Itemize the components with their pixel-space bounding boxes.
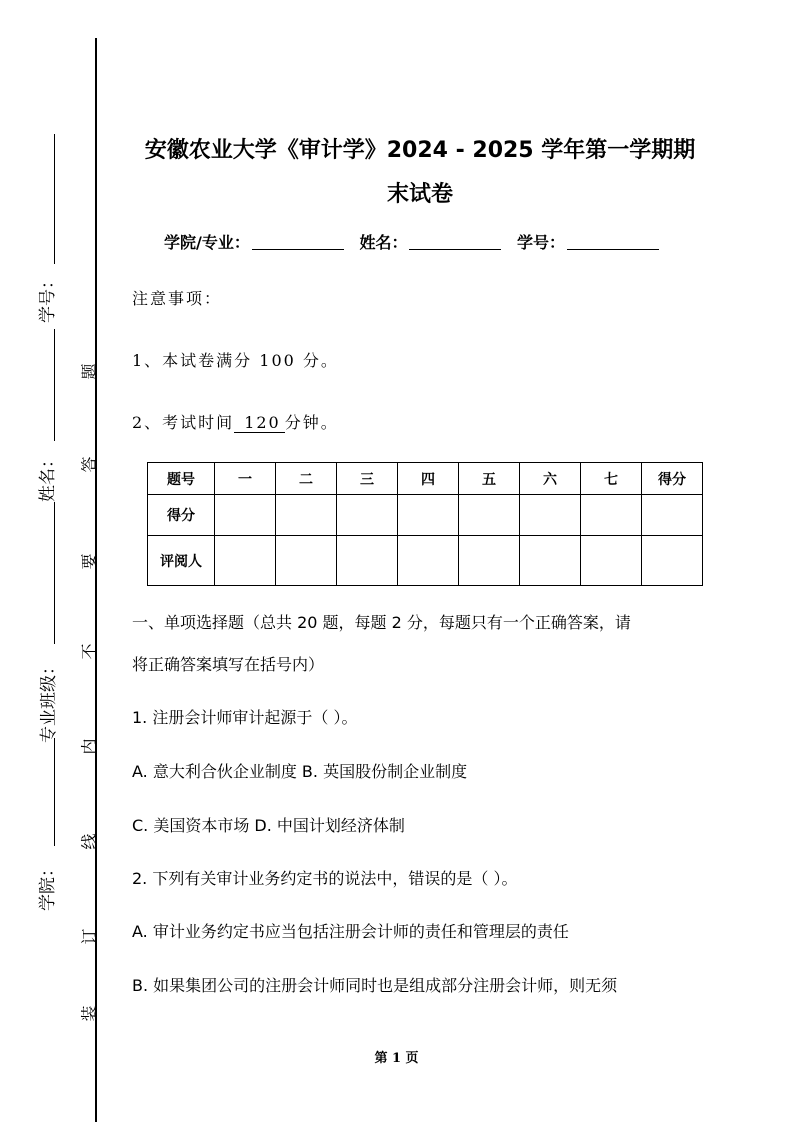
header-cell: 得分: [642, 463, 703, 495]
margin-major-label: 专业班级：: [39, 658, 59, 743]
grader-row: [148, 536, 703, 586]
score-cell: [398, 495, 459, 536]
header-cell: 一: [215, 463, 276, 495]
page-number: 第 1 页: [374, 1051, 419, 1066]
grader-cell: [642, 536, 703, 586]
seal-char: 题: [79, 363, 99, 380]
section1-heading-line1: 一、单项选择题（总共 20 题，每题 2 分，每题只有一个正确答案，请: [132, 613, 631, 632]
grader-cell: [398, 536, 459, 586]
name-underline-top: [54, 329, 55, 441]
score-cell: [642, 495, 703, 536]
score-cell: [276, 495, 337, 536]
question-2-option-a: A. 审计业务约定书应当包括注册会计师的责任和管理层的责任: [132, 922, 569, 941]
exam-title-line1: 安徽农业大学《审计学》2024 - 2025 学年第一学期期: [144, 138, 696, 163]
header-cell: 题号: [148, 463, 215, 495]
grader-cell: [215, 536, 276, 586]
seal-char: 答: [79, 456, 99, 473]
student-info-row: [164, 230, 669, 253]
name-label: 姓名：: [359, 233, 408, 252]
notice-item-1: 1、本试卷满分 100 分。: [132, 351, 339, 370]
header-cell: 四: [398, 463, 459, 495]
seal-char: 不: [79, 643, 99, 660]
question-2-option-b: B. 如果集团公司的注册会计师同时也是组成部分注册会计师，则无须: [132, 976, 618, 995]
header-cell: 六: [520, 463, 581, 495]
margin-college-label: 学院：: [38, 860, 58, 911]
notice-item-2-prefix: 2、考试时间: [132, 413, 235, 432]
student-id-underline: [54, 134, 55, 264]
question-1-options-ab: A. 意大利合伙企业制度 B. 英国股份制企业制度: [132, 762, 468, 781]
header-cell: 五: [459, 463, 520, 495]
college-major-field[interactable]: [252, 249, 344, 250]
grader-cell: [520, 536, 581, 586]
question-2-stem: 2. 下列有关审计业务约定书的说法中，错误的是（ ）。: [132, 869, 518, 888]
college-underline-top: [54, 738, 55, 846]
question-1-options-cd: C. 美国资本市场 D. 中国计划经济体制: [132, 816, 405, 835]
header-cell: 三: [337, 463, 398, 495]
question-1-stem: 1. 注册会计师审计起源于（ ）。: [132, 708, 358, 727]
grader-cell: [581, 536, 642, 586]
student-id-label: 学号：: [517, 233, 566, 252]
score-row: [148, 495, 703, 536]
grader-cell: [276, 536, 337, 586]
score-cell: [520, 495, 581, 536]
score-table-header: [148, 463, 703, 495]
seal-char: 线: [79, 833, 99, 850]
notice-item-2: [132, 410, 339, 433]
score-cell: [459, 495, 520, 536]
notice-item-2-suffix: 分钟。: [284, 413, 339, 432]
score-cell: [337, 495, 398, 536]
score-cell: [215, 495, 276, 536]
exam-duration-value: 120: [234, 413, 285, 433]
seal-char: 内: [79, 738, 99, 755]
score-cell: [581, 495, 642, 536]
row-label: 评阅人: [148, 536, 215, 586]
margin-name-label: 姓名：: [38, 451, 58, 502]
grader-cell: [337, 536, 398, 586]
binding-line: [95, 38, 97, 1122]
seal-char: 订: [79, 928, 99, 945]
seal-char: 要: [79, 553, 99, 570]
exam-title-line2: 末试卷: [386, 182, 453, 207]
grader-cell: [459, 536, 520, 586]
margin-student-id-label: 学号：: [38, 272, 58, 323]
row-label: 得分: [148, 495, 215, 536]
major-underline-top: [54, 502, 55, 644]
section1-heading-line2: 将正确答案填写在括号内）: [132, 655, 325, 674]
header-cell: 二: [276, 463, 337, 495]
name-field[interactable]: [409, 249, 501, 250]
college-major-label: 学院/专业：: [164, 233, 250, 252]
score-table: [147, 462, 703, 586]
notice-heading: 注意事项：: [132, 289, 223, 308]
header-cell: 七: [581, 463, 642, 495]
student-id-field[interactable]: [567, 249, 659, 250]
seal-char: 装: [79, 1005, 99, 1022]
